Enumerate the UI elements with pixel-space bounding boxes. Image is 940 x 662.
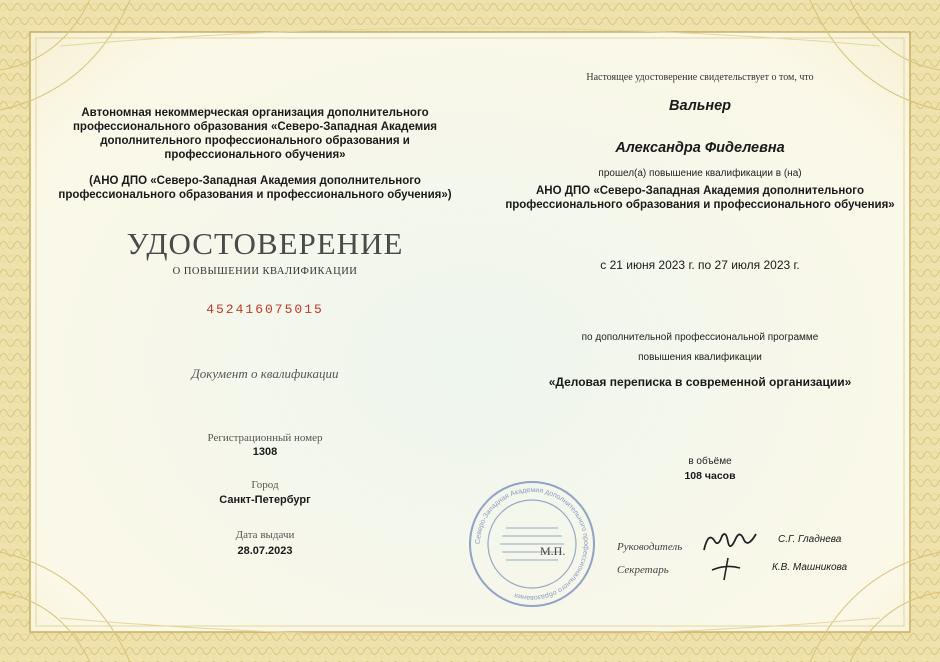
issue-date-label: Дата выдачи <box>235 529 295 541</box>
passed-text: прошел(а) повышение квалификации в (на) <box>598 168 802 179</box>
training-dates: с 21 июня 2023 г. по 27 июля 2023 г. <box>600 258 800 272</box>
registration-number-value: 1308 <box>252 446 278 458</box>
organization-short-name: (АНО ДПО «Северо-Западная Академия дополнительного профессионального образования и профессионального обучения») <box>58 175 452 201</box>
city-value: Санкт-Петербург <box>219 494 311 506</box>
recipient-given-names: Александра Фиделевна <box>615 140 785 156</box>
recipient-surname: Вальнер <box>668 98 732 114</box>
secretary-name: К.В. Машникова <box>772 562 848 573</box>
document-type: Документ о квалификации <box>191 366 339 381</box>
stamp-ring-text: Северо-Западная Академия дополнительного профессионального образования <box>474 486 590 602</box>
program-name: «Деловая переписка в современной организации» <box>548 375 852 389</box>
program-line-1: по дополнительной профессиональной программе <box>581 332 819 343</box>
secretary-signature <box>706 556 746 582</box>
city-label: Город <box>251 479 279 491</box>
organization-full-name: Автономная некоммерческая организация дополнительного профессионального образования «Северо-Западная Академия дополнительного профессионального образования и профессионального обучения» <box>72 107 438 161</box>
seal-place-marker: М.П. <box>540 544 566 558</box>
intro-text: Настоящее удостоверение свидетельствует о том, что <box>586 72 814 83</box>
registration-number-label: Регистрационный номер <box>207 432 323 444</box>
volume-label: в объёме <box>688 456 732 467</box>
secretary-role: Секретарь <box>617 564 669 576</box>
volume-value: 108 часов <box>684 470 736 482</box>
issue-date-value: 28.07.2023 <box>237 545 293 557</box>
certificate-subtitle: О ПОВЫШЕНИИ КВАЛИФИКАЦИИ <box>172 266 358 277</box>
director-role: Руководитель <box>617 541 683 553</box>
program-line-2: повышения квалификации <box>638 352 762 363</box>
director-signature <box>700 528 760 556</box>
certificate-number: 452416075015 <box>206 302 324 317</box>
director-name: С.Г. Гладнева <box>778 534 842 545</box>
official-stamp <box>466 478 598 610</box>
training-organization: АНО ДПО «Северо-Западная Академия дополнительного профессионального образования и профессионального обучения» <box>505 185 895 211</box>
certificate-title: УДОСТОВЕРЕНИЕ <box>126 226 404 261</box>
